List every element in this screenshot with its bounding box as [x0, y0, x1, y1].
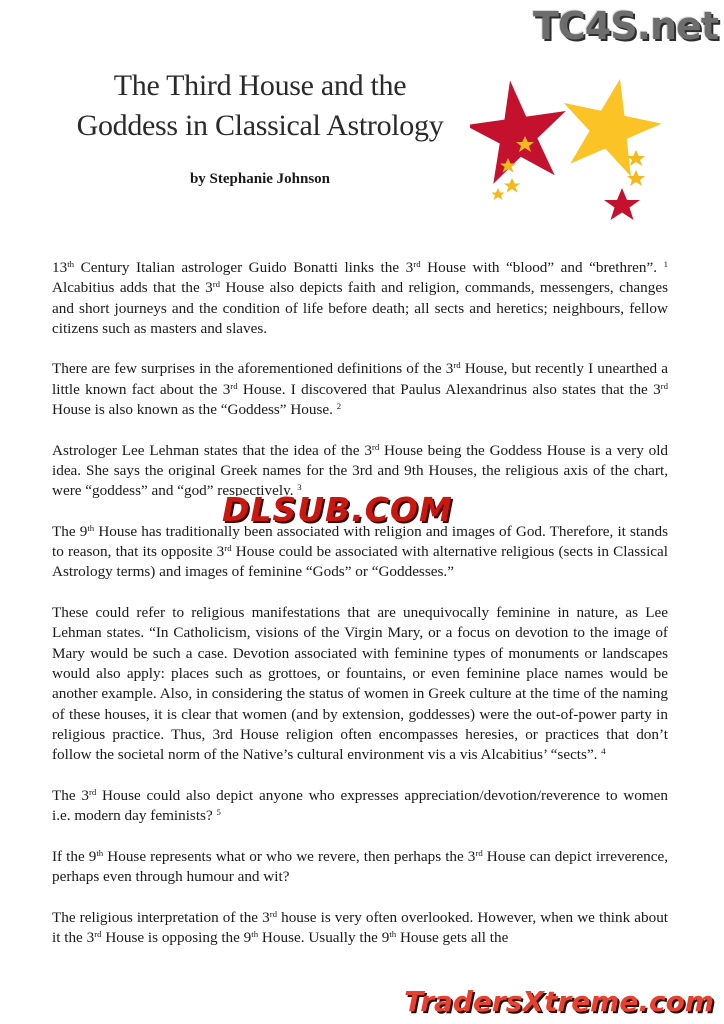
title-line-2: Goddess in Classical Astrology [76, 109, 444, 142]
article-body [52, 258, 668, 968]
superscript: rd [269, 908, 278, 919]
text-run: Astrologer Lee Lehman states that the idea of the 3 [52, 441, 372, 459]
superscript: 4 [601, 746, 606, 757]
superscript: th [251, 928, 259, 939]
superscript: 2 [336, 401, 342, 412]
text-run: House. I discovered that Paulus Alexandrinus also states that the 3 [237, 380, 661, 398]
author-byline: by Stephanie Johnson [189, 171, 331, 187]
superscript: th [67, 259, 75, 270]
text-run: House also depicts faith and religion, commands, messengers, changes and short journeys and the condition of life before death; all sects and heretics; neighbours, fellow citizens such as masters and slaves. [52, 279, 668, 337]
yellow-star-small [492, 188, 505, 200]
paragraph [52, 603, 668, 765]
paragraph [52, 258, 668, 339]
superscript: th [87, 523, 95, 534]
superscript: 5 [216, 807, 221, 818]
paragraph [52, 522, 668, 583]
text-run: If the 9 [52, 847, 97, 865]
text-run: House. Usually the 9 [258, 928, 390, 946]
text-run: These could refer to religious manifestations that are unequivocally feminine in nature, as Lee Lehman states. “In Catholicism, visions of the Virgin Mary, or a focus on devotion to the image of Mary would be such a case. Devotion associated with feminine types of monuments or landscapes would also apply: places such as grottoes, or fountains, or even feminine place names would be another example. Also, in considering the status of women in Greek culture at the time of the naming of these houses, it is clear that women (and by extension, goddesses) were the out-of-power party in religious practice. Thus, 3rd House religion often encompasses heresies, or practices that don’t follow the societal norm of the Native’s cultural environment vis a vis Alcabitius’ “sects”. [52, 604, 668, 764]
superscript: 3 [297, 482, 302, 493]
superscript: rd [88, 786, 97, 797]
superscript: 1 [663, 259, 668, 270]
superscript: rd [230, 380, 238, 391]
text-run: House is also known as the “Goddess” House. [52, 401, 337, 419]
superscript: rd [224, 543, 232, 554]
paragraph [52, 359, 668, 420]
text-run: House with “blood” and “brethren”. [420, 259, 664, 276]
superscript: rd [94, 928, 102, 939]
watermark-tradersxtreme: TradersXtreme.com [404, 985, 714, 1018]
superscript: rd [212, 279, 221, 290]
text-run: There are few surprises in the aforementioned definitions of the 3 [52, 360, 454, 378]
text-run: The 3 [52, 786, 89, 804]
superscript: th [96, 847, 104, 858]
stars-illustration [470, 66, 680, 236]
page-title [50, 66, 470, 146]
text-run: 13 [52, 259, 68, 276]
superscript: rd [371, 441, 380, 452]
text-run: House could be associated with alternative religious (sects in Classical Astrology terms) and images of feminine “Gods” or “Goddesses.” [52, 543, 668, 581]
text-run: Alcabitius adds that the 3 [52, 279, 213, 297]
paragraph [52, 908, 668, 949]
yellow-star-large [552, 69, 669, 181]
superscript: rd [413, 259, 421, 270]
superscript: rd [660, 380, 668, 391]
text-run: House, but recently I unearthed a little known fact about the 3 [52, 360, 669, 398]
text-run: The religious interpretation of the 3 [52, 908, 270, 926]
text-run: House being the Goddess House is a very old idea. She says the original Greek names for the 3rd and 9th Houses, the religious axis of the chart, were “goddess” and “god” respectively. [52, 441, 669, 500]
yellow-star-small [504, 178, 520, 193]
yellow-star-small [627, 150, 645, 166]
watermark-dlsub: DLSUB.COM [222, 490, 453, 529]
text-run: Century Italian astrologer Guido Bonatti links the 3 [74, 259, 414, 276]
text-run: The 9 [52, 522, 88, 540]
text-run: House could also depict anyone who expresses appreciation/devotion/reverence to women i.e. modern day feminists? [52, 786, 668, 825]
text-run: House can depict irreverence, perhaps even through humour and wit? [52, 847, 668, 885]
text-run: House represents what or who we revere, then perhaps the 3 [103, 847, 476, 865]
text-run: house is very often overlooked. However, when we think about it the 3 [52, 908, 669, 946]
paragraph [52, 847, 668, 888]
watermark-tc4s: TC4S.net [532, 4, 718, 48]
superscript: rd [453, 360, 461, 371]
superscript: rd [475, 847, 483, 858]
red-star-large [470, 73, 574, 186]
paragraph [52, 786, 668, 827]
text-run: House has traditionally been associated with religion and images of God. Therefore, it stands to reason, that its opposite 3 [52, 522, 668, 561]
text-run: House gets all the [396, 928, 509, 946]
superscript: th [389, 928, 397, 939]
text-run: House is opposing the 9 [101, 928, 252, 946]
red-star-small [604, 188, 640, 220]
title-line-1: The Third House and the [113, 69, 407, 102]
